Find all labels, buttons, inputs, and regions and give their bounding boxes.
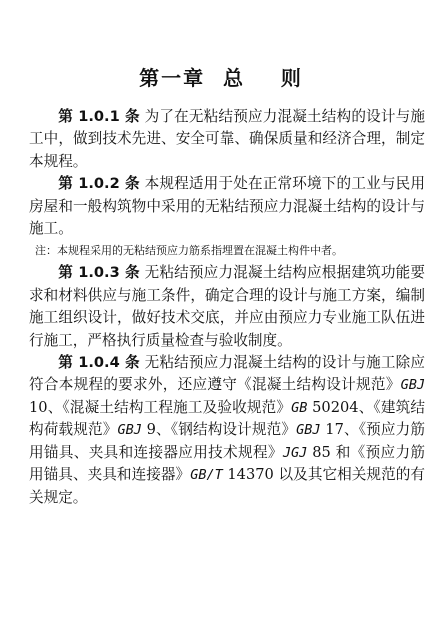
chapter-title: 第一章 总 则 bbox=[139, 66, 303, 90]
article-text: 10、《混凝土结构工程施工及验收规范》 bbox=[29, 398, 292, 416]
article-text: 50204、《建筑结构荷载规范》 bbox=[29, 398, 425, 439]
article-number: 第 1.0.2 条 bbox=[58, 175, 140, 193]
article-text: 为了在无粘结预应力混凝土结构的设计与施工中，做到技术先进、安全可靠、确保质量和经济合理，制定本规程。 bbox=[29, 108, 425, 170]
article-1-0-3 bbox=[29, 262, 425, 352]
note: 注：本规程采用的无粘结预应力筋系指埋置在混凝土构件中者。 bbox=[35, 244, 343, 258]
article-text: 无粘结预应力混凝土结构的设计与施工除应符合本规程的要求外，还应遵守《混凝土结构设计规范》 bbox=[29, 354, 425, 394]
article-text: 无粘结预应力混凝土结构应根据建筑功能要求和材料供应与施工条件，确定合理的设计与施工方案，编制施工组织设计，做好技术交底，并应由预应力专业施工队伍进行施工，严格执行质量检查与验收制度。 bbox=[29, 264, 425, 349]
article-text: 85 和《预应力筋用锚具、夹具和连接器》 bbox=[29, 443, 425, 484]
chapter-body bbox=[29, 106, 425, 509]
standard-code: JGJ bbox=[282, 444, 308, 461]
standard-code: GB/T bbox=[190, 467, 223, 484]
article-text: 本规程适用于处在正常环境下的工业与民用房屋和一般构筑物中采用的无粘结预应力混凝土结构的设计与施工。 bbox=[29, 175, 425, 238]
article-number: 第 1.0.1 条 bbox=[58, 108, 140, 125]
article-1-0-2 bbox=[29, 173, 425, 240]
article-text: 14370 以及其它相关规范的有关规定。 bbox=[29, 466, 425, 506]
article-number: 第 1.0.3 条 bbox=[58, 264, 140, 282]
article-1-0-4 bbox=[29, 352, 425, 509]
standard-code: GB bbox=[291, 399, 308, 416]
standard-code: GBJ bbox=[117, 422, 142, 439]
article-text: 9、《钢结构设计规范》 bbox=[141, 421, 297, 439]
article-text: 17、《预应力筋用锚具、夹具和连接器应用技术规程》 bbox=[29, 421, 425, 461]
article-1-0-1 bbox=[29, 106, 425, 173]
article-number: 第 1.0.4 条 bbox=[58, 354, 140, 372]
standard-code: GBJ bbox=[296, 422, 321, 439]
standard-code: GBJ bbox=[400, 377, 425, 394]
